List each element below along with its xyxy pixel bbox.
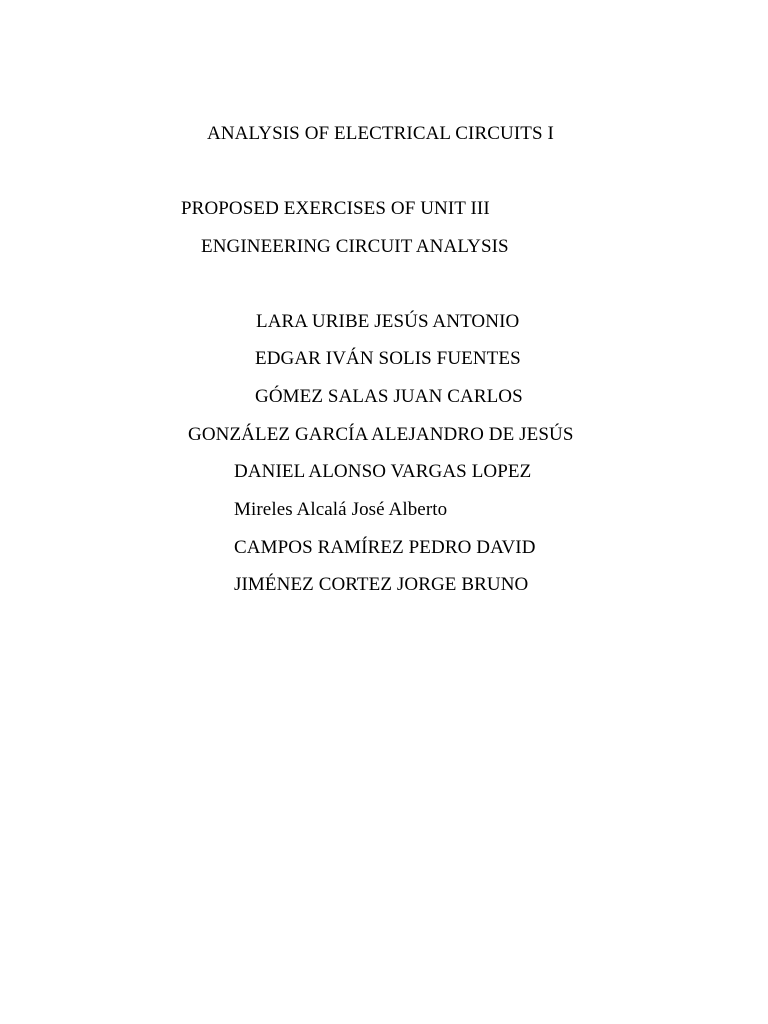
- author-name: JIMÉNEZ CORTEZ JORGE BRUNO: [234, 574, 529, 595]
- book-title: ENGINEERING CIRCUIT ANALYSIS: [201, 236, 509, 257]
- author-name: DANIEL ALONSO VARGAS LOPEZ: [234, 461, 532, 482]
- author-name: LARA URIBE JESÚS ANTONIO: [256, 311, 520, 332]
- course-title: ANALYSIS OF ELECTRICAL CIRCUITS I: [207, 123, 554, 144]
- assignment-title: PROPOSED EXERCISES OF UNIT III: [181, 198, 490, 219]
- author-name: Mireles Alcalá José Alberto: [234, 499, 448, 520]
- author-name: GÓMEZ SALAS JUAN CARLOS: [255, 386, 523, 407]
- author-name: EDGAR IVÁN SOLIS FUENTES: [255, 348, 521, 369]
- author-name: GONZÁLEZ GARCÍA ALEJANDRO DE JESÚS: [188, 424, 574, 445]
- author-name: CAMPOS RAMÍREZ PEDRO DAVID: [234, 537, 536, 558]
